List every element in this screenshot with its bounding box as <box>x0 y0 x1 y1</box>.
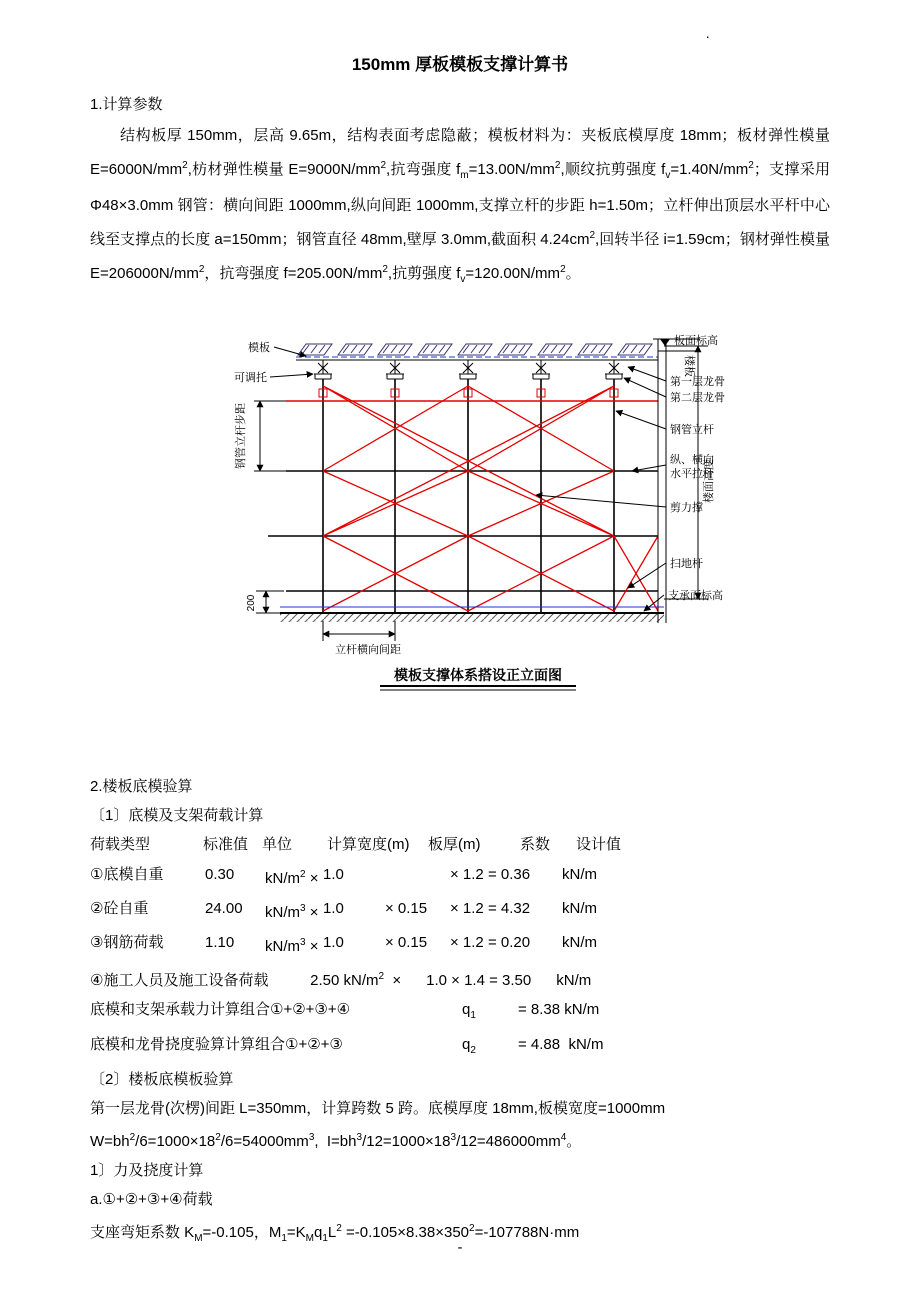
cell-load-type: ③钢筋荷载 <box>90 934 164 951</box>
q2-value: = 4.88 kN/m <box>518 1036 604 1053</box>
cell-unit: $kN/m^3$ × <box>265 937 319 955</box>
second-joist-label: 第二层龙骨 <box>670 392 725 404</box>
force-deflection-heading: 1〕力及挠度计算 <box>90 1162 204 1179</box>
q1-symbol: $q_1$ <box>462 1001 476 1021</box>
section2-sub1: 〔1〕底模及支架荷载计算 <box>90 807 264 824</box>
combination-q1-row <box>90 995 830 1030</box>
slab-top-level-label: 板面标高 <box>674 335 718 347</box>
combination-q2-label: 底模和龙骨挠度验算计算组合①+②+③ <box>90 1036 343 1053</box>
combination-q1-label: 底模和支架承载力计算组合①+②+③+④ <box>90 1001 351 1018</box>
cell-load-type: ②砼自重 <box>90 900 149 917</box>
shear-brace-label: 剪力撑 <box>670 502 703 514</box>
horizontal-tie-rods <box>268 471 658 591</box>
col-slab-thickness: 板厚(m) <box>428 836 481 853</box>
page-footer: - <box>457 1239 463 1256</box>
diagram-caption: 模板支撑体系搭设正立面图 <box>394 667 562 683</box>
cell-unit: $kN/m^2$ × <box>265 869 319 887</box>
cell-factor-result: × 1.2 = 0.36 <box>450 866 531 883</box>
col-load-type: 荷载类型 <box>90 836 151 853</box>
base-200-dimension <box>256 591 284 613</box>
slab-label: 楼板 <box>683 355 695 377</box>
section-modulus-line: $W=bh^2/6=1000\times 18^2/6=54000mm^3$, $I=bh^3/12=1000\times 18^3/12=486000mm^4$。 <box>90 1132 582 1150</box>
steel-posts <box>323 379 614 613</box>
cell-load-type: ①底模自重 <box>90 866 164 883</box>
cell-calc-width: 1.0 <box>323 866 344 883</box>
tie-rod-label-line2: 水平拉杆 <box>670 468 714 480</box>
cell-result-unit: kN/m <box>562 900 597 917</box>
cell-thickness <box>385 860 450 894</box>
section1-heading: 1.计算参数 <box>90 96 163 113</box>
col-design-value: 设计值 <box>576 836 622 853</box>
q2-symbol: $q_2$ <box>462 1036 476 1056</box>
cell-result-unit: kN/m <box>562 934 597 951</box>
diagram-area <box>228 331 773 703</box>
joist-spacing-line: 第一层龙骨(次楞)间距 L=350mm，计算跨数 5 跨。底模厚度 18mm,板模宽度=1000mm <box>90 1100 666 1117</box>
load-table-row-4: ④施工人员及施工设备荷载 2.50 $kN/m^2$ × 1.0 × 1.4 = 3.50 kN/m <box>90 971 592 989</box>
support-moment-line: 支座弯矩系数 $K_M=-0.105$，$M_1=K_Mq_1L^2 =-0.105\times 8.38\times 350^2=-107788N\cdot mm$ <box>90 1223 580 1244</box>
load-table-row-1 <box>90 860 830 894</box>
dim-200-label: 200 <box>246 594 257 612</box>
sweep-rod-label: 扫地杆 <box>670 558 703 570</box>
tie-rod-label-line1: 纵、横向 <box>670 454 714 466</box>
first-joist-label: 第一层龙骨 <box>670 376 725 388</box>
formwork-label: 模板 <box>248 342 270 354</box>
cell-factor-result: × 1.2 = 4.32 <box>450 900 531 917</box>
adjustable-head-label: 可调托 <box>234 372 267 384</box>
post-spacing-label: 立杆横向间距 <box>335 644 401 656</box>
post-spacing-dimension <box>323 621 395 641</box>
support-level-label: 支承面标高 <box>668 590 723 602</box>
cell-standard-value: 24.00 <box>205 900 243 917</box>
load-case-a-line: a.①+②+③+④荷载 <box>90 1191 213 1208</box>
cell-unit: $kN/m^3$ × <box>265 903 319 921</box>
load-table-row-2 <box>90 894 830 928</box>
cell-standard-value: 0.30 <box>205 866 235 883</box>
load-table-header-row <box>90 830 830 860</box>
col-unit: 单位 <box>262 836 293 853</box>
combination-q2-row <box>90 1030 830 1065</box>
cell-thickness: × 0.15 <box>385 900 428 917</box>
section1-paragraph: 结构板厚 150mm，层高 9.65m，结构表面考虑隐蔽；模板材料为：夹板底模厚度 18mm；板材弹性模量 $E=6000N/mm^2$,枋材弹性模量 $E=9000N/mm^2$,抗弯强度 $f_m=13.00N/mm^2$,顺纹抗剪强度 $f_v=1.40N/mm^2$；支撑采用Φ48×3.0mm 钢管：横向间距 1000mm,纵向间距 1000mm,支撑立杆的步距 h=1.50m；立杆伸出顶层水平杆中心线至支撑点的长度 a=150mm；钢管直径 48mm,壁厚 3.0mm,截面积 $4.24cm^2$,回转半径 i=1.59cm；钢材弹性模量 $E=206000N/mm^2$，抗弯强度 $f=205.00N/mm^2$,抗剪强度 $f_v=120.00N/mm^2$。 <box>90 127 830 285</box>
col-calc-width: 计算宽度(m) <box>327 836 410 853</box>
cell-calc-width: 1.0 <box>323 900 344 917</box>
post-step-dimension <box>254 401 286 471</box>
formwork-panel-band <box>296 344 658 360</box>
stray-dot: · <box>705 28 710 44</box>
adjustable-u-heads <box>314 360 623 379</box>
steel-post-label: 钢管立杆 <box>670 424 714 436</box>
level-symbol <box>660 339 670 346</box>
section2-sub2: 〔2〕楼板底模板验算 <box>90 1071 234 1088</box>
cell-thickness: × 0.15 <box>385 934 428 951</box>
formwork-support-diagram <box>228 331 773 703</box>
load-table-row-3 <box>90 928 830 962</box>
cell-result-unit: kN/m <box>562 866 597 883</box>
col-standard-value: 标准值 <box>203 836 249 853</box>
page-title: 150mm 厚板模板支撑计算书 <box>351 55 569 74</box>
shear-bracing <box>323 386 658 611</box>
cell-calc-width: 1.0 <box>323 934 344 951</box>
cell-factor-result: × 1.2 = 0.20 <box>450 934 531 951</box>
floor-height-label: 楼面高度 <box>703 459 715 503</box>
section2-heading: 2.楼板底模验算 <box>90 778 193 795</box>
post-step-label: 钢管立杆步距 <box>235 403 247 469</box>
cell-standard-value: 1.10 <box>205 934 235 951</box>
q1-value: = 8.38 kN/m <box>518 1001 600 1018</box>
col-factor: 系数 <box>520 836 551 853</box>
